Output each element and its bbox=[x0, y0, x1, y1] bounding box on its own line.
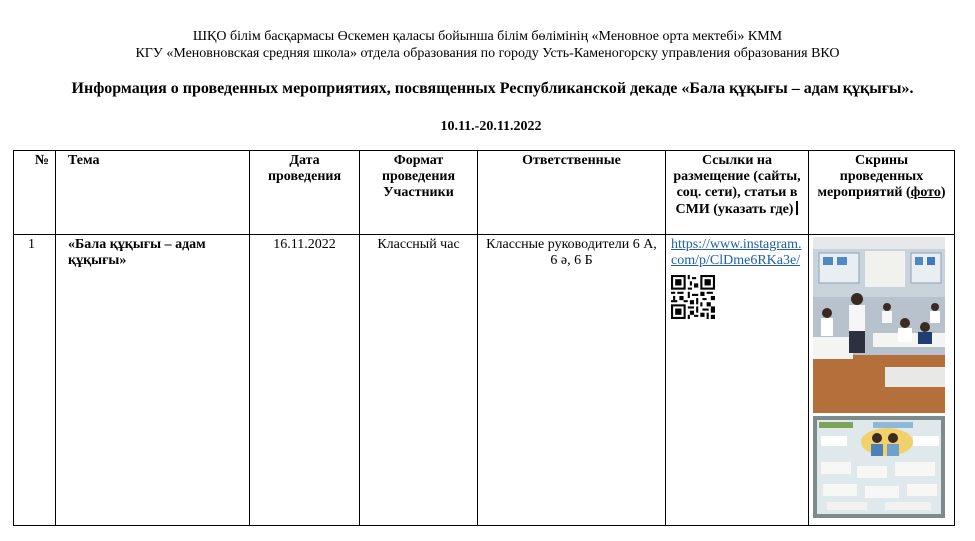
header-responsible: Ответственные bbox=[478, 151, 666, 235]
poster-photo bbox=[813, 416, 945, 518]
instagram-link[interactable]: https://www.instagram.com/p/ClDme6RKa3e/ bbox=[671, 237, 802, 268]
document-title: Информация о проведенных мероприятиях, посвященных Республиканской декаде «Бала құқығы – адам құқығы». bbox=[71, 80, 914, 97]
cell-links bbox=[666, 235, 809, 526]
qr-code-icon bbox=[671, 275, 715, 319]
header-date: Дата проведения bbox=[250, 151, 360, 235]
header-topic: Тема bbox=[56, 151, 250, 235]
cell-screens bbox=[809, 235, 955, 526]
text-cursor bbox=[796, 201, 798, 215]
events-table bbox=[13, 150, 955, 526]
classroom-photo bbox=[813, 237, 945, 413]
header-screens-suffix: ) bbox=[940, 185, 946, 200]
header-screens-photo: фото bbox=[910, 185, 941, 200]
header-links-text: Ссылки на размещение (сайты, соц. сети), статьи в СМИ (указать где) bbox=[673, 153, 801, 217]
header-screens bbox=[809, 151, 955, 235]
cell-format: Классный час bbox=[360, 235, 478, 526]
table-row bbox=[14, 235, 955, 526]
cell-date: 16.11.2022 bbox=[250, 235, 360, 526]
header-num: № bbox=[14, 151, 56, 235]
header-line-2: КГУ «Меновновская средняя школа» отдела образования по городу Усть-Каменогорску управления образования ВКО bbox=[135, 46, 840, 61]
header-format: Формат проведения Участники bbox=[360, 151, 478, 235]
header-screens-prefix: Скрины проведенных мероприятий ( bbox=[817, 153, 924, 200]
cell-responsible: Классные руководители 6 А, 6 ә, 6 Б bbox=[478, 235, 666, 526]
header-line-1: ШҚО білім басқармасы Өскемен қаласы бойынша білім бөлімінің «Меновное орта мектебі» КММ bbox=[192, 29, 783, 44]
cell-num: 1 bbox=[14, 235, 56, 526]
table-header-row bbox=[14, 151, 955, 235]
cell-topic: «Бала құқығы – адам құқығы» bbox=[56, 235, 250, 526]
document-dates: 10.11.-20.11.2022 bbox=[440, 119, 542, 134]
header-links bbox=[666, 151, 809, 235]
